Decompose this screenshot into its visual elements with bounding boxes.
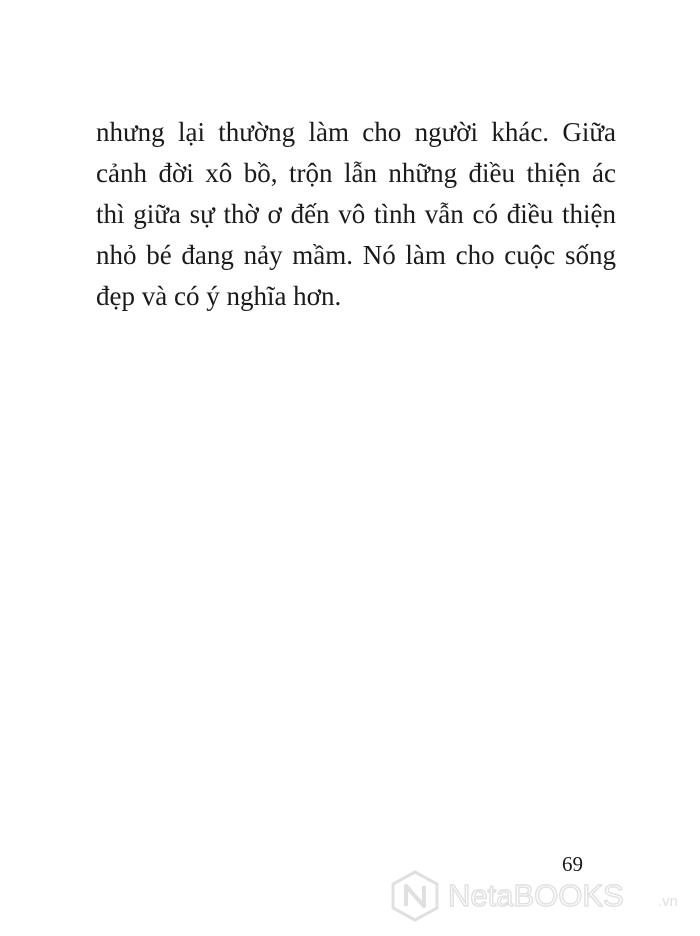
netabooks-watermark [388, 868, 688, 924]
page-number: 69 [562, 852, 583, 876]
text-line-1: nhưng lại thường làm cho người khác. Giữa [96, 117, 616, 147]
svg-text:NetaBOOKS: NetaBOOKS [448, 878, 624, 913]
body-text [96, 112, 616, 317]
text-line-2: cảnh đời xô bồ, trộn lẫn những điều thiện ác [96, 158, 616, 188]
svg-text:.vn: .vn [658, 893, 679, 910]
netabooks-logo-icon [388, 868, 688, 924]
text-line-4: nhỏ bé đang nảy mầm. Nó làm cho cuộc sống [96, 240, 616, 270]
text-line-3: thì giữa sự thờ ơ đến vô tình vẫn có điều thiện [96, 199, 616, 229]
text-line-5: đẹp và có ý nghĩa hơn. [96, 281, 342, 311]
